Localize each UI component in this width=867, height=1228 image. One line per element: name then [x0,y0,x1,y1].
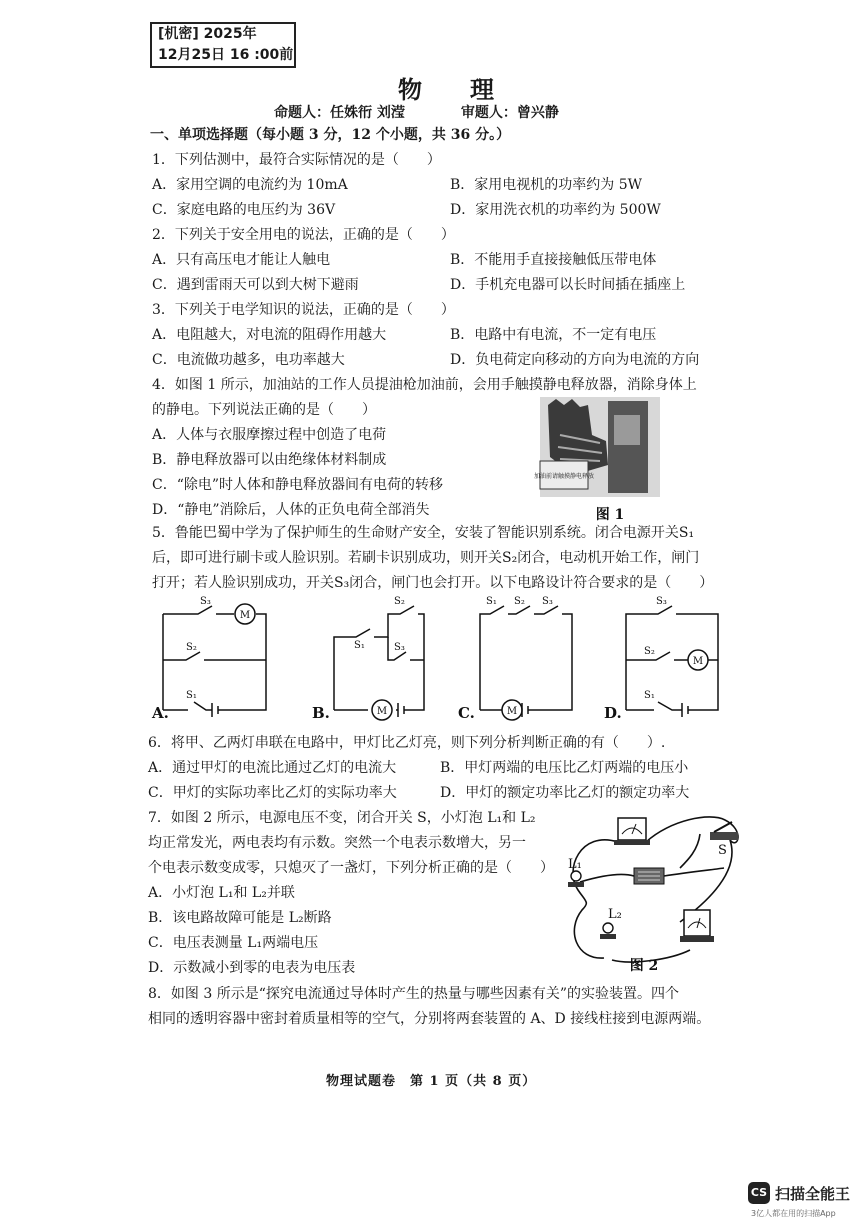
q7-option-b: B．该电路故障可能是 L₂断路 [148,910,332,926]
q5-circuit-diagrams [148,592,728,722]
authors-line [274,102,559,122]
q4-option-c: C．“除电”时人体和静电释放器间有电荷的转移 [152,477,444,493]
fig2-l1-label: L₁ [568,857,582,872]
circuit-d [626,606,718,717]
q4-option-b: B．静电释放器可以由绝缘体材料制成 [152,452,387,468]
watermark-app-name: 扫描全能王 [775,1185,851,1203]
q3-option-d: D．负电荷定向移动的方向为电流的方向 [450,352,700,368]
circuit-d-branch [626,652,718,660]
q7-option-d: D．示数减小到零的电表为电压表 [148,960,356,976]
page-footer: 物理试题卷 第 1 页（共 8 页） [326,1074,537,1089]
q2-option-a: A．只有高压电才能让人触电 [152,252,331,268]
q6-option-d: D．甲灯的额定功率比乙灯的额定功率大 [440,785,690,801]
label-a-motor: M [239,610,251,621]
confidential-stamp [150,22,296,68]
q2-option-c: C．遇到雷雨天可以到大树下避雨 [152,277,359,293]
discharger-plate [614,415,640,445]
warning-sign-text: 加油前请触摸静电释放 [533,473,595,480]
circuit-option-b: B. [312,704,330,722]
q1-option-a: A．家用空调的电流约为 10mA [152,177,348,193]
q4-option-d: D．“静电”消除后，人体的正负电荷全部消失 [152,502,430,518]
fig2-lamp-1 [568,871,584,887]
q8-line-1: 8．如图 3 所示是“探究电流通过导体时产生的热量与哪些因素有关”的实验装置。四个 [148,986,680,1002]
q1-option-d: D．家用洗衣机的功率约为 500W [450,202,661,218]
q4-stem-line-2: 的静电。下列说法正确的是（ ） [152,402,376,418]
exam-title: 物理 [398,75,542,104]
q1-option-b: B．家用电视机的功率约为 5W [450,177,643,193]
label-b-s3: S₃ [394,642,405,653]
q3-option-a: A．电阻越大，对电流的阻碍作用越大 [152,327,387,343]
fig2-wire-l1 [580,874,634,882]
circuit-option-a: A. [152,704,169,722]
circuit-c [480,606,572,720]
figure-2-label: 图 2 [629,958,659,974]
q5-line-3: 打开；若人脸识别成功，开关S₃闭合，闸门也会打开。以下电路设计符合要求的是（ ） [152,575,714,591]
q2-option-d: D．手机充电器可以长时间插在插座上 [450,277,686,293]
q4-option-a: A．人体与衣服摩擦过程中创造了电荷 [152,427,387,443]
label-c-s2: S₂ [514,596,525,607]
section-heading: 一、单项选择题（每小题 3 分，12 个小题，共 36 分。） [150,127,511,143]
q4-stem-line-1: 4．如图 1 所示，加油站的工作人员提油枪加油前，会用手触摸静电释放器，消除身体上 [152,377,697,393]
q3-stem: 3．下列关于电学知识的说法，正确的是（ ） [152,302,455,318]
q7-line-3: 个电表示数变成零，只熄灭了一盏灯，下列分析正确的是（ ） [148,860,554,876]
q3-option-c: C．电流做功越多，电功率越大 [152,352,345,368]
fig2-voltmeter [680,910,714,942]
q6-option-b: B．甲灯两端的电压比乙灯两端的电压小 [440,760,689,776]
label-c-s1: S₁ [486,596,497,607]
figure-2-circuit [560,810,750,975]
label-d-s2: S₂ [644,646,655,657]
circuit-b [334,606,424,720]
fig2-switch-label: S [718,843,727,858]
circuit-a [163,604,266,717]
q7-option-a: A．小灯泡 L₁和 L₂并联 [148,885,295,901]
circuit-d-wires [626,606,718,710]
circuit-d-battery [682,703,688,717]
circuit-c-wires [480,606,572,710]
q2-stem: 2．下列关于安全用电的说法，正确的是（ ） [152,227,455,243]
label-d-s3: S₃ [656,596,667,607]
fig2-wire-battery [664,868,724,876]
figure-1-label: 图 1 [595,507,625,523]
circuit-b-battery [398,703,404,717]
q3-option-b: B．电路中有电流，不一定有电压 [450,327,657,343]
setters: 命题人：任姝衎 刘滢 [274,105,405,121]
fig2-l2-label: L₂ [608,907,622,922]
stamp-line-2: 12月25日 16 :00前 [158,47,294,63]
q6-option-a: A．通过甲灯的电流比通过乙灯的电流大 [148,760,397,776]
label-a-s2: S₂ [186,642,197,653]
q7-option-c: C．电压表测量 L₁两端电压 [148,935,319,951]
fig2-wire-mid [680,834,700,868]
reviewer: 审题人：曾兴静 [460,105,559,121]
label-a-s3: S₃ [200,596,211,607]
label-d-s1: S₁ [644,690,655,701]
figure-1-photo [530,395,670,525]
watermark-tagline: 3亿人都在用的扫描App [751,1209,836,1218]
q5-line-1: 5．鲁能巴蜀中学为了保护师生的生命财产安全，安装了智能识别系统。闭合电源开关S₁ [152,525,695,541]
label-d-motor: M [692,656,704,667]
fig2-battery [634,868,664,884]
q1-option-c: C．家庭电路的电压约为 36V [152,202,336,218]
q7-line-2: 均正常发光，两电表均有示数。突然一个电表示数增大，另一 [148,835,526,851]
discharger-post [608,401,648,493]
stamp-line-1: [机密] 2025年 [158,26,257,42]
circuit-option-d: D. [604,704,622,722]
label-b-s1: S₁ [354,640,365,651]
circuit-a-battery [212,703,218,717]
label-b-motor: M [376,706,388,717]
label-c-s3: S₃ [542,596,553,607]
fig2-switch [710,822,738,840]
circuit-c-battery [522,703,528,717]
q6-stem: 6．将甲、乙两灯串联在电路中，甲灯比乙灯亮，则下列分析判断正确的有（ ）. [148,735,666,751]
q1-stem: 1．下列估测中，最符合实际情况的是（ ） [152,152,441,168]
label-a-s1: S₁ [186,690,197,701]
q2-option-b: B．不能用手直接接触低压带电体 [450,252,657,268]
circuit-b-wires [334,606,424,710]
q6-option-c: C．甲灯的实际功率比乙灯的实际功率大 [148,785,397,801]
camscanner-icon: CS [748,1182,770,1204]
circuit-option-c: C. [458,704,475,722]
fig2-ammeter [614,818,650,845]
label-b-s2: S₂ [394,596,405,607]
q5-line-2: 后，即可进行刷卡或人脸识别。若刷卡识别成功，则开关S₂闭合，电动机开始工作，闸门 [152,550,700,566]
q7-line-1: 7．如图 2 所示，电源电压不变，闭合开关 S，小灯泡 L₁和 L₂ [148,810,536,826]
q8-line-2: 相同的透明容器中密封着质量相等的空气，分别将两套装置的 A、D 接线柱接到电源两端。 [148,1011,711,1027]
label-c-motor: M [506,706,518,717]
fig2-lamp-2 [600,923,616,939]
circuit-a-branch [163,652,266,660]
scanner-watermark [748,1178,860,1222]
